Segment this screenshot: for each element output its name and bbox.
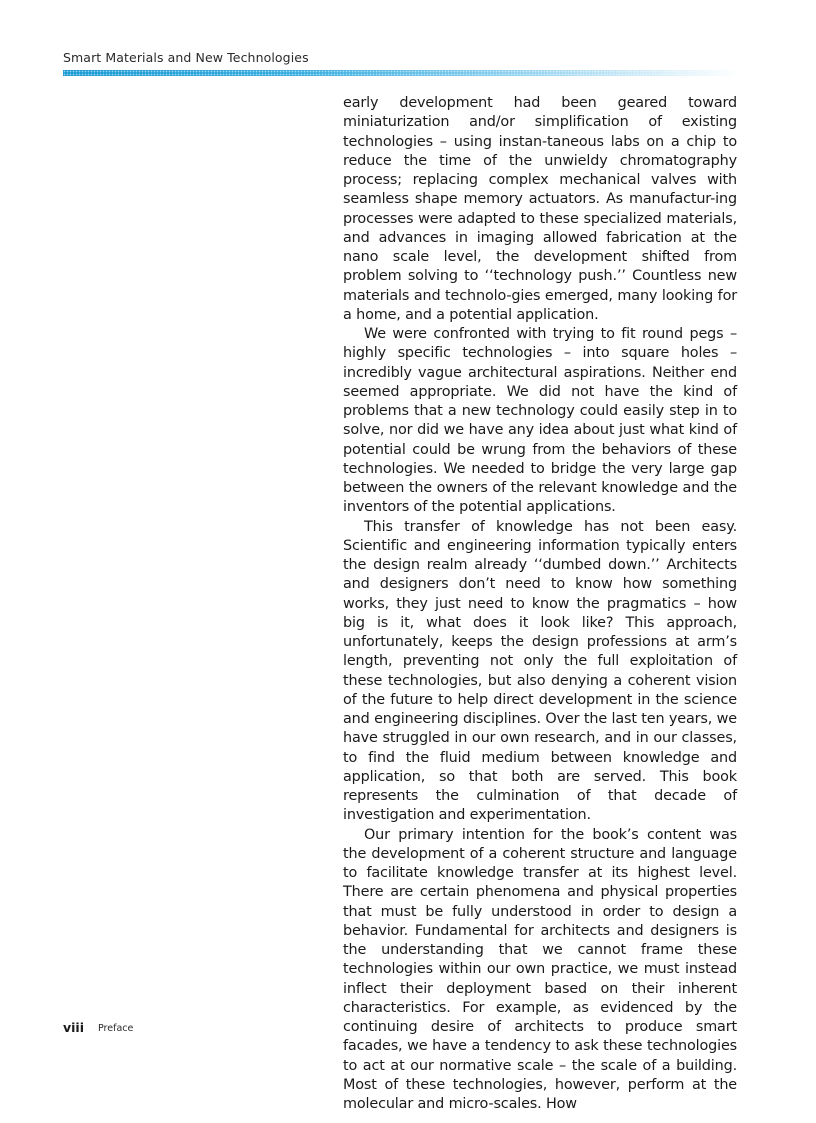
section-label: Preface (98, 1023, 134, 1034)
paragraph-4: Our primary intention for the book’s content was the development of a coherent structure and language to facilitate knowledge transfer at its highest level. There are certain phenomena and physical properties that must be fully understood in order to design a behavior. Fundamental for architects and designers is the understanding that we cannot frame these technologies within our own practice, we must instead inflect their deployment based on their inherent characteristics. For example, as evidenced by the continuing desire of architects to produce smart facades, we have a tendency to ask these technologies to act at our normative scale – the scale of a building. Most of these technologies, however, perform at the molecular and micro-scales. How (343, 826, 737, 1112)
page-number: viii (63, 1020, 85, 1035)
paragraph-2: We were confronted with trying to fit round pegs – highly specific technologies – into square holes – incredibly vague architectural aspirations. Neither end seemed appropriate. We did not have the kind of problems that a new technology could easily step in to solve, nor did we have any idea about just what kind of potential could be wrung from the behaviors of these technologies. We needed to bridge the very large gap between the owners of the relevant knowledge and the inventors of the potential applications. (343, 326, 737, 516)
header-rule-texture (63, 70, 740, 76)
paragraph-3: This transfer of knowledge has not been easy. Scientific and engineering information typically enters the design realm already ‘‘dumbed down.’’ Architects and designers don’t need to know how something works, they just need to know the pragmatics – how big is it, what does it look like? This approach, unfortunately, keeps the design professions at arm’s length, preventing not only the full exploitation of these technologies, but also denying a coherent vision of the future to help direct development in the science and engineering disciplines. Over the last ten years, we have struggled in our own research, and in our classes, to find the fluid medium between knowledge and application, so that both are served. This book represents the culmination of that decade of investigation and experimentation. (343, 518, 737, 824)
paragraph-1: early development had been geared toward miniaturization and/or simplification of existing technologies – using instan-taneous labs on a chip to reduce the time of the unwieldy chromatography process; replacing complex mechanical valves with seamless shape memory actuators. As manufactur-ing processes were adapted to these specialized materials, and advances in imaging allowed fabrication at the nano scale level, the development shifted from problem solving to ‘‘technology push.’’ Countless new materials and technolo-gies emerged, many looking for a home, and a potential application. (343, 95, 737, 323)
text-column (343, 94, 737, 1114)
running-head: Smart Materials and New Technologies (63, 50, 309, 65)
